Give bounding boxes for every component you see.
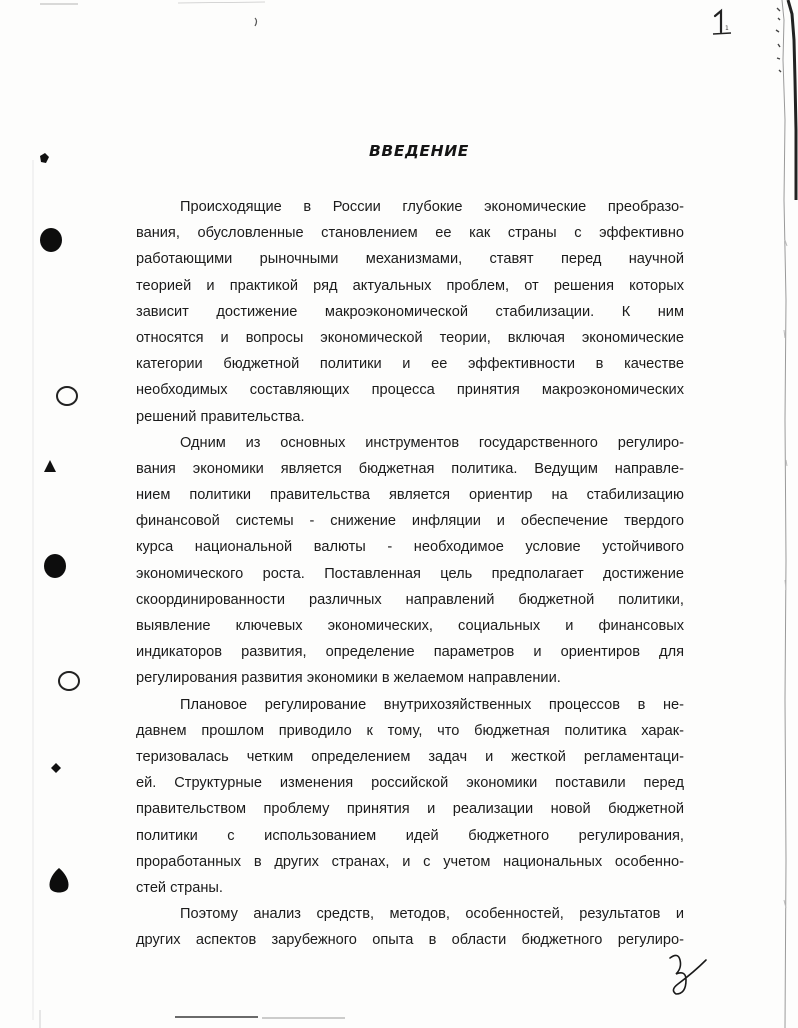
text-line: проработанных в других странах, и с учетом национальных особенно- xyxy=(136,853,684,870)
svg-text:1: 1 xyxy=(725,25,729,32)
text-line: теорией и практикой ряд актуальных проблем, от решения которых xyxy=(136,277,684,294)
text-line: нием политики правительства является ориентир на стабилизацию xyxy=(136,487,684,504)
text-line: курса национальной валюты - необходимое условие устойчивого xyxy=(136,539,684,556)
text-line: Происходящие в России глубокие экономические преобразо- xyxy=(180,199,684,215)
text-line: политики с использованием идей бюджетного регулирования, xyxy=(136,827,684,844)
text-line: теризовалась четким определением задач и жесткой регламентаци- xyxy=(136,748,684,765)
text-line: других аспектов зарубежного опыта в области бюджетного регулиро- xyxy=(136,932,684,949)
handwritten-signature xyxy=(664,950,714,1000)
text-line: относятся и вопросы экономической теории, включая экономические xyxy=(136,329,684,346)
text-line: ей. Структурные изменения российской экономики поставили перед xyxy=(136,775,684,792)
text-line: необходимых составляющих процесса принятия макроэкономических xyxy=(136,382,684,399)
text-line: Поэтому анализ средств, методов, особенностей, результатов и xyxy=(180,906,684,923)
text-line: работающими рыночными механизмами, ставят перед научной xyxy=(136,251,684,268)
text-line: индикаторов развития, определение параметров и ориентиров для xyxy=(136,644,684,661)
text-line: Одним из основных инструментов государственного регулиро- xyxy=(180,434,684,451)
binding-hole-7-icon xyxy=(48,760,64,776)
text-line: вания, обусловленные становлением ее как страны с эффективно xyxy=(136,225,684,242)
scan-bottom-edge xyxy=(0,1008,798,1028)
text-line: зависит достижение макроэкономической стабилизации. К ним xyxy=(136,303,684,320)
binding-hole-3-icon xyxy=(54,383,80,409)
text-line: финансовой системы - снижение инфляции и обеспечение твердого xyxy=(136,513,684,530)
text-line: правительством проблему принятия и реализации новой бюджетной xyxy=(136,801,684,818)
text-line: экономического роста. Поставленная цель предполагает достижение xyxy=(136,565,684,582)
binding-hole-8-icon xyxy=(46,866,72,896)
binding-hole-2-icon xyxy=(38,226,64,254)
text-line: вания экономики является бюджетная политика. Ведущим направле- xyxy=(136,460,684,477)
text-line: Плановое регулирование внутрихозяйственных процессов в не- xyxy=(180,696,684,713)
scan-top-edge xyxy=(0,0,798,40)
page-title: ВВЕДЕНИЕ xyxy=(369,142,469,160)
text-line: давнем прошлом приводило к тому, что бюджетная политика харак- xyxy=(136,722,684,739)
text-line: решений правительства. xyxy=(136,408,305,425)
text-line: скоординированности различных направлений бюджетной политики, xyxy=(136,591,684,608)
text-line: стей страны. xyxy=(136,879,223,896)
binding-hole-6-icon xyxy=(56,668,82,694)
binding-hole-5-icon xyxy=(42,552,68,580)
binding-hole-4-icon xyxy=(42,458,58,474)
left-margin-mark xyxy=(30,160,36,1020)
document-body xyxy=(136,194,684,953)
text-line: выявление ключевых экономических, социальных и финансовых xyxy=(136,618,684,634)
handwritten-page-number xyxy=(707,6,739,38)
text-line: регулирования развития экономики в желаемом направлении. xyxy=(136,670,561,687)
text-line: категории бюджетной политики и ее эффективности в качестве xyxy=(136,356,684,373)
